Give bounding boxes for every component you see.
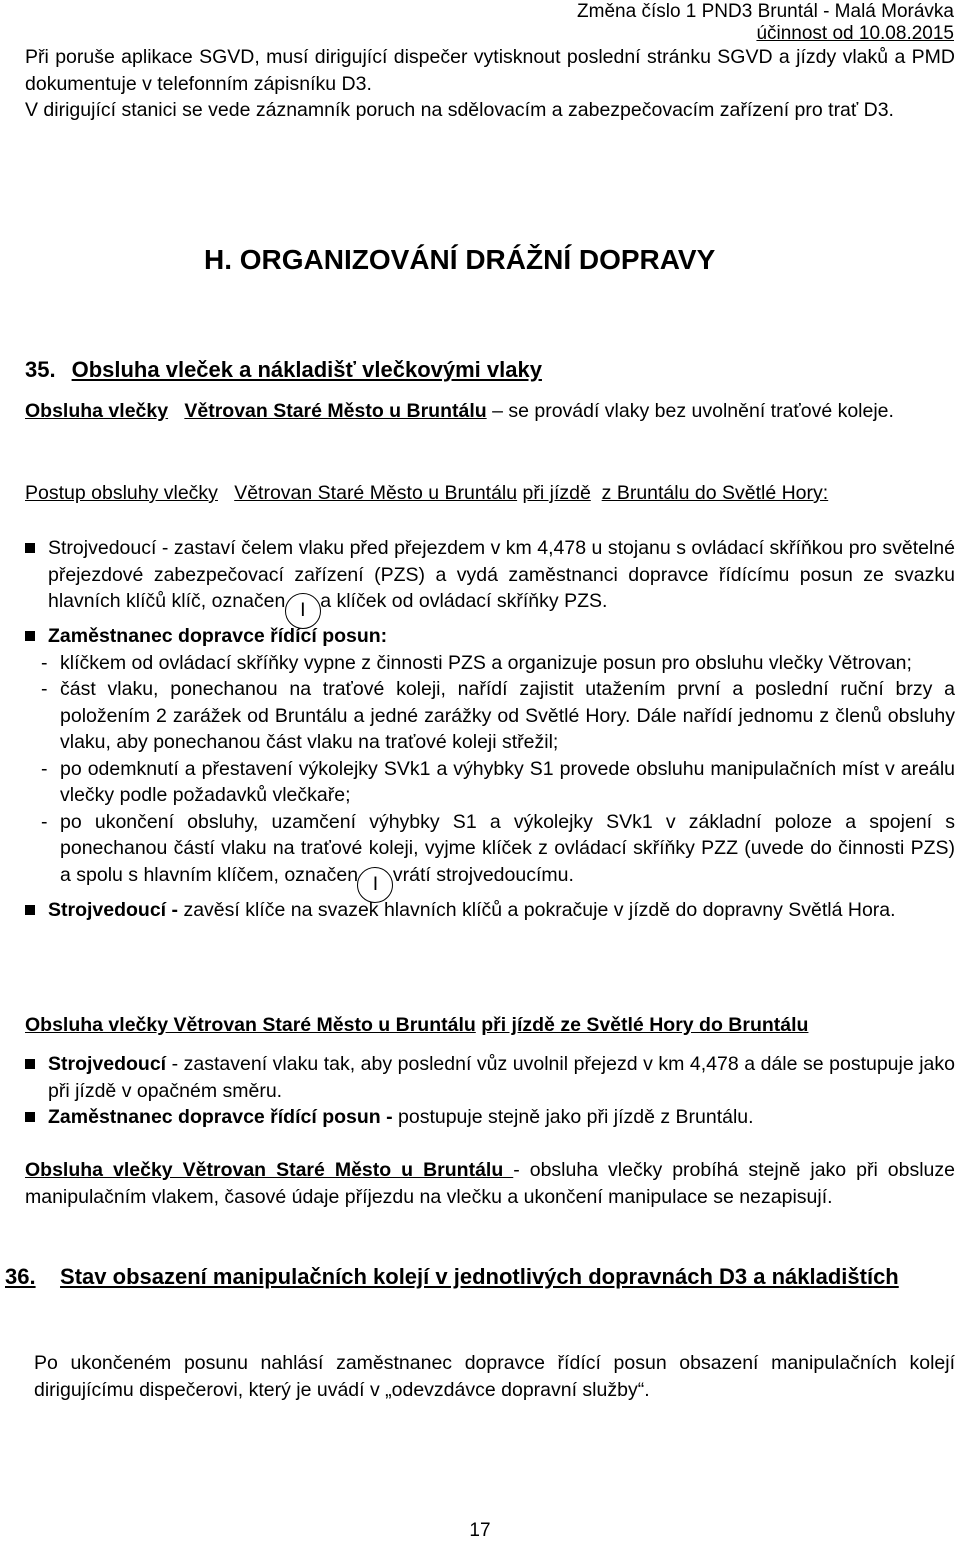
proc3-paragraph: Obsluha vlečky Větrovan Staré Město u Bruntálu - obsluha vlečky probíhá stejně jako při obsluze manipulačním vlakem, časové údaje příjezdu na vlečku a ukončení manipulace se nezapisují. — [25, 1159, 956, 1208]
intro-paragraph-2: V dirigující stanici se vede záznamník poruch na sdělovacím a zabezpečovacím zařízení pro trať D3. — [25, 99, 894, 121]
proc2-heading-a: Obsluha vlečky Větrovan Staré Město u Bruntálu — [25, 1014, 476, 1036]
heading-35 — [25, 355, 542, 385]
proc2-list — [25, 1051, 955, 1131]
square-bullet-icon — [25, 905, 35, 915]
proc1-heading-a: Postup obsluhy vlečky — [25, 482, 218, 504]
circled-key-mark: I — [357, 867, 393, 903]
list-item: Zaměstnanec dopravce řídící posun - postupuje stejně jako při jízdě z Bruntálu. — [25, 1104, 955, 1131]
item-label: Strojvedoucí — [48, 1053, 167, 1075]
circled-key-mark: I — [285, 593, 321, 629]
heading-35-number: 35. — [25, 357, 56, 382]
page-number: 17 — [469, 1520, 491, 1541]
sub-item: - část vlaku, ponechanou na traťové koleji, nařídí zajistit utažením první a poslední ruční brzy a položením 2 zarážek od Bruntálu a jedné zarážky od Světlé Hory. Dále nařídí jednomu z členů obsluhy vlaku, aby ponechanou část vlaku na traťové koleji střežil; — [41, 678, 955, 753]
proc1-heading — [25, 480, 955, 507]
list-item — [25, 623, 955, 650]
item-label: Strojvedoucí - — [48, 898, 179, 921]
heading-35-title: Obsluha vleček a nákladišť vlečkovými vlaky — [71, 357, 542, 382]
sub-item: - klíčkem od ovládací skříňky vypne z činnosti PZS a organizuje posun pro obsluhu vlečky Větrovan; — [41, 651, 912, 674]
proc1-heading-b: Větrovan Staré Město u Bruntálu — [234, 482, 518, 504]
sub-item: - po ukončení obsluhy, uzamčení výhybky S1 a výkolejky SVk1 v základní poloze a spojení s ponechanou částí vlaku na traťové koleji, vyjme klíček z ovládací skříňky PZZ (uvede do činnosti PZS) a spolu s hlavním klíčem, označen I vrátí strojvedoucímu. — [25, 809, 955, 897]
s36-paragraph: Po ukončeném posunu nahlásí zaměstnanec dopravce řídící posun obsazení manipulačních kolejí dirigujícímu dispečerovi, který je uvádí v „odevzdávce dopravní služby“. — [34, 1352, 955, 1401]
item-label: Zaměstnanec dopravce řídící posun - — [48, 1106, 393, 1128]
proc1-heading-d: z Bruntálu do Světlé Hory: — [601, 482, 829, 504]
sub-item: - po odemknutí a přestavení výkolejky SVk1 a výhybky S1 provede obsluhu manipulačních míst v areálu vlečky podle požadavků vlečkaře; — [41, 757, 955, 806]
header-title: Změna číslo 1 PND3 Bruntál - Malá Morávka — [577, 1, 954, 22]
heading-36-title: Stav obsazení manipulačních kolejí v jednotlivých dopravnách D3 a nákladištích — [60, 1264, 899, 1289]
heading-36 — [5, 1262, 955, 1291]
square-bullet-icon — [25, 1059, 35, 1069]
square-bullet-icon — [25, 631, 35, 641]
proc2-heading-b: při jízdě ze Světlé Hory do Bruntálu — [481, 1014, 809, 1036]
proc2-heading — [25, 1012, 955, 1039]
proc1-list — [25, 535, 955, 923]
list-item: Strojvedoucí - zavěsí klíče na svazek hlavních klíčů a pokračuje v jízdě do dopravny Světlá Hora. — [25, 897, 955, 924]
s35-text: – se provádí vlaky bez uvolnění traťové koleje. — [486, 400, 894, 422]
header-validity: účinnost od 10.08.2015 — [756, 23, 954, 44]
list-item: Strojvedoucí - zastaví čelem vlaku před přejezdem v km 4,478 u stojanu s ovládací skříňkou pro světelné přejezdové zabezpečovací zařízení (PZS) a vydá zaměstnanci dopravce řídícímu posun ze svazku hlavních klíčů klíč, označen I a klíček od ovládací skříňky PZS. — [25, 535, 955, 623]
heading-36-number: 36. — [5, 1264, 36, 1289]
s35-label: Obsluha vlečky — [25, 400, 169, 422]
item-label: Strojvedoucí — [48, 537, 157, 559]
s35-siding-name: Větrovan Staré Město u Bruntálu — [184, 400, 487, 422]
section-heading: H. ORGANIZOVÁNÍ DRÁŽNÍ DOPRAVY — [204, 244, 716, 275]
proc3-heading: Obsluha vlečky Větrovan Staré Město u Bruntálu — [25, 1159, 514, 1181]
list-item: Strojvedoucí - zastavení vlaku tak, aby poslední vůz uvolnil přejezd v km 4,478 a dále se postupuje jako při jízdě v opačném směru. — [25, 1051, 955, 1104]
item-label: Zaměstnanec dopravce řídící posun: — [48, 625, 388, 647]
square-bullet-icon — [25, 1112, 35, 1122]
intro-paragraph-1: Při poruše aplikace SGVD, musí dirigující dispečer vytisknout poslední stránku SGVD a jízdy vlaků a PMD dokumentuje v telefonním zápisníku D3. — [25, 46, 955, 95]
s35-paragraph — [25, 398, 955, 425]
square-bullet-icon — [25, 543, 35, 553]
proc1-heading-c: při jízdě — [522, 482, 591, 504]
